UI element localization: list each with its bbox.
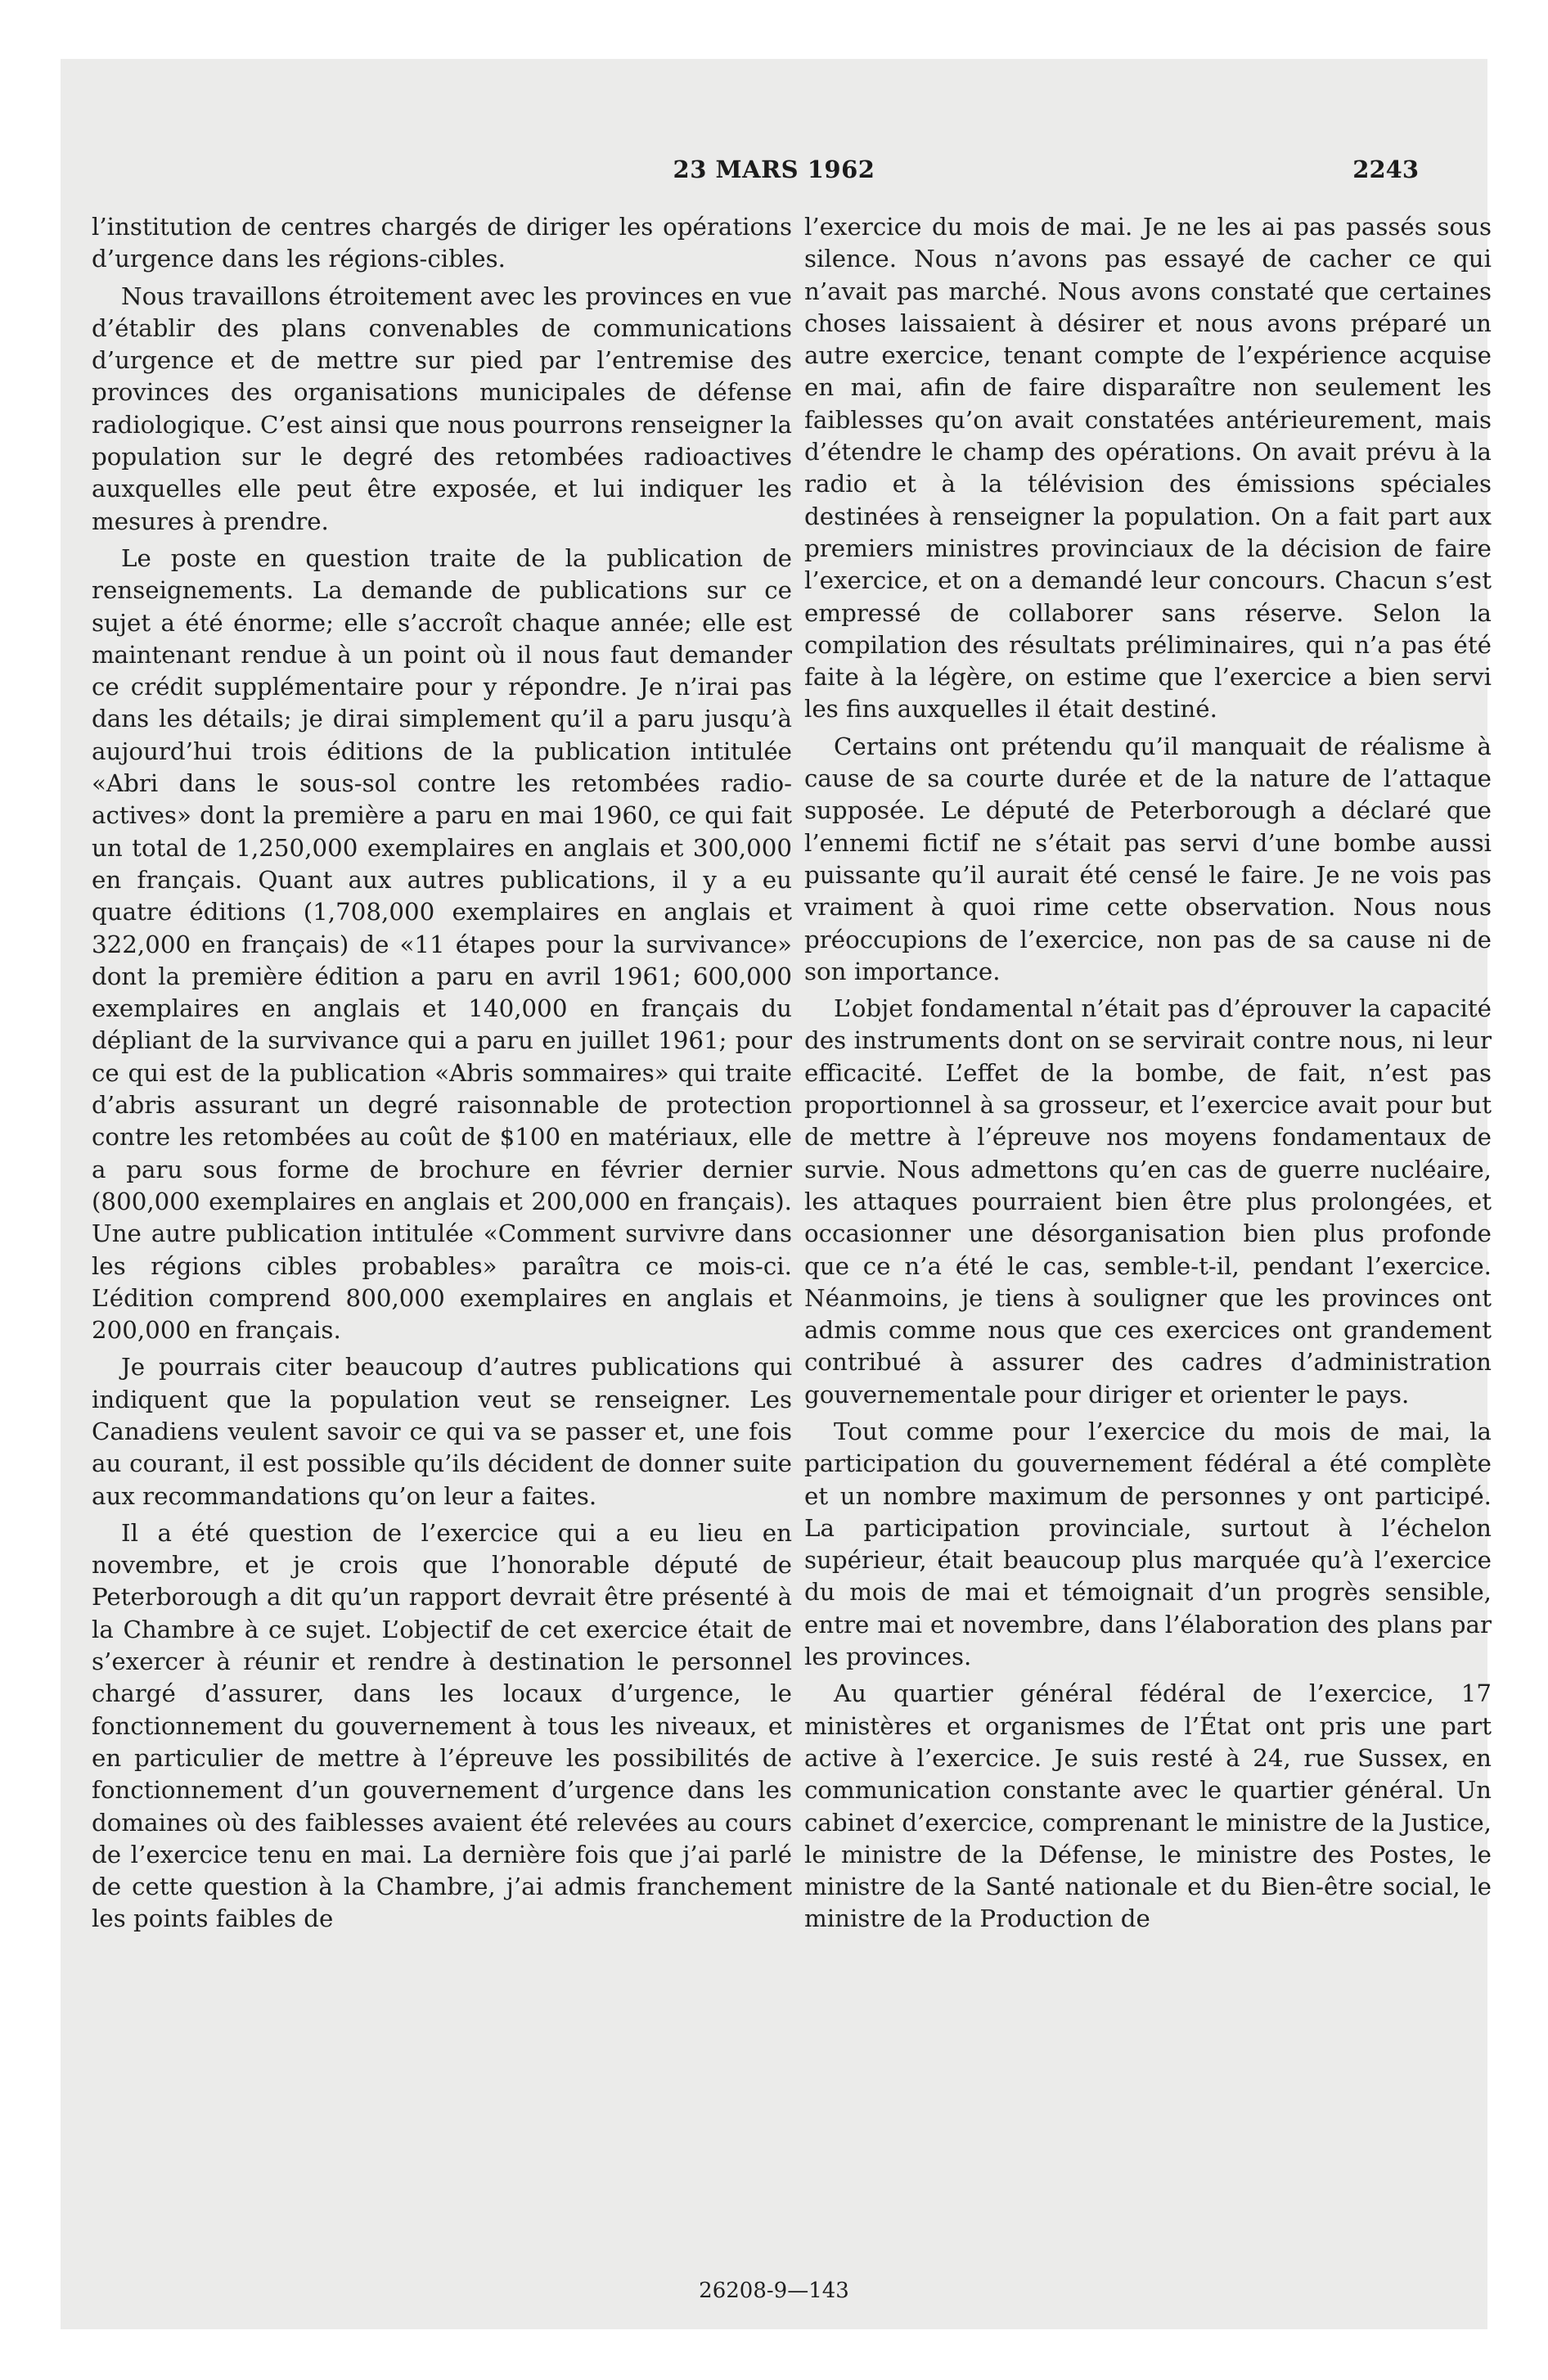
paragraph: Au quartier général fédéral de l’exercice, 17 ministères et organismes de l’État ont pris une part active à l’exercice. Je suis resté à 24, rue Sussex, en communication constante avec le quartier général. Un cabinet d’exercice, comprenant le ministre de la Justice, le ministre de la Défense, le ministre des Postes, le ministre de la Santé nationale et du Bien-être social, le ministre de la Production de bbox=[804, 1679, 1492, 1933]
right-column bbox=[804, 211, 1492, 1941]
paragraph: Le poste en question traite de la publication de renseignements. La demande de publications sur ce sujet a été énorme; elle s’accroît chaque année; elle est maintenant rendue à un point où il nous faut demander ce crédit supplémentaire pour y répondre. Je n’irai pas dans les détails; je dirai simplement qu’il a paru jusqu’à aujourd’hui trois éditions de la publication intitulée «Abri dans le sous-sol contre les retombées radio-actives» dont la première a paru en mai 1960, ce qui fait un total de 1,250,000 exemplaires en anglais et 300,000 en français. Quant aux autres publications, il y a eu quatre éditions (1,708,000 exemplaires en anglais et 322,000 en français) de «11 étapes pour la survivance» dont la première édition a paru en avril 1961; 600,000 exemplaires en anglais et 140,000 en français du dépliant de la survivance qui a paru en juillet 1961; pour ce qui est de la publication «Abris sommaires» qui traite d’abris assurant un degré raisonnable de protection contre les retombées au coût de $100 en matériaux, elle a paru sous forme de brochure en février dernier (800,000 exemplaires en anglais et 200,000 en français). Une autre publication intitulée «Comment survivre dans les régions cibles probables» paraîtra ce mois-ci. L’édition comprend 800,000 exemplaires en anglais et 200,000 en français. bbox=[92, 543, 792, 1345]
footer-reference: 26208-9—143 bbox=[699, 2279, 849, 2303]
paragraph: Tout comme pour l’exercice du mois de mai, la participation du gouvernement fédéral a été complète et un nombre maximum de personnes y ont participé. La participation provinciale, surtout à l’échelon supérieur, était beaucoup plus marquée qu’à l’exercice du mois de mai et témoignait d’un progrès sensible, entre mai et novembre, dans l’élaboration des plans par les provinces. bbox=[804, 1417, 1492, 1671]
paragraph: Nous travaillons étroitement avec les provinces en vue d’établir des plans convenables de communications d’urgence et de mettre sur pied par l’entremise des provinces des organisations municipales de défense radiologique. C’est ainsi que nous pourrons renseigner la population sur le degré des retombées radioactives auxquelles elle peut être exposée, et lui indiquer les mesures à prendre. bbox=[92, 282, 792, 535]
page-header bbox=[61, 156, 1487, 196]
page-number: 2243 bbox=[1352, 156, 1419, 183]
left-column bbox=[92, 211, 792, 1941]
paragraph: Je pourrais citer beaucoup d’autres publications qui indiquent que la population veut se renseigner. Les Canadiens veulent savoir ce qui va se passer et, une fois au courant, il est possible qu’ils décident de donner suite aux recommandations qu’on leur a faites. bbox=[92, 1353, 792, 1510]
paragraph: Certains ont prétendu qu’il manquait de réalisme à cause de sa courte durée et de la nature de l’attaque supposée. Le député de Peterborough a déclaré que l’ennemi fictif ne s’était pas servi d’une bombe aussi puissante qu’il aurait été censé le faire. Je ne vois pas vraiment à quoi rime cette observation. Nous nous préoccupions de l’exercice, non pas de sa cause ni de son importance. bbox=[804, 732, 1492, 985]
header-date: 23 MARS 1962 bbox=[673, 156, 875, 183]
page-footer bbox=[0, 2279, 1548, 2303]
paragraph: L’objet fondamental n’était pas d’éprouver la capacité des instruments dont on se servirait contre nous, ni leur efficacité. L’effet de la bombe, de fait, n’est pas proportionnel à sa grosseur, et l’exercice avait pour but de mettre à l’épreuve nos moyens fondamentaux de survie. Nous admettons qu’en cas de guerre nucléaire, les attaques pourraient bien être plus prolongées, et occasionner une désorganisation bien plus profonde que ce n’a été le cas, semble-t-il, pendant l’exercice. Néanmoins, je tiens à souligner que les provinces ont admis comme nous que ces exercices ont grandement contribué à assurer des cadres d’administration gouvernementale pour diriger et orienter le pays. bbox=[804, 994, 1492, 1409]
page-sheet bbox=[61, 59, 1492, 2329]
paragraph: l’exercice du mois de mai. Je ne les ai pas passés sous silence. Nous n’avons pas essayé de cacher ce qui n’avait pas marché. Nous avons constaté que certaines choses laissaient à désirer et nous avons préparé un autre exercice, tenant compte de l’expérience acquise en mai, afin de faire disparaître non seulement les faiblesses qu’on avait constatées antérieurement, mais d’étendre le champ des opérations. On avait prévu à la radio et à la télévision des émissions spéciales destinées à renseigner la population. On a fait part aux premiers ministres provinciaux de la décision de faire l’exercice, et on a demandé leur concours. Chacun s’est empressé de collaborer sans réserve. Selon la compilation des résultats préliminaires, qui n’a pas été faite à la légère, on estime que l’exercice a bien servi les fins auxquelles il était destiné. bbox=[804, 213, 1492, 723]
paragraph: Il a été question de l’exercice qui a eu lieu en novembre, et je crois que l’honorable député de Peterborough a dit qu’un rapport devrait être présenté à la Chambre à ce sujet. L’objectif de cet exercice était de s’exercer à réunir et rendre à destination le personnel chargé d’assurer, dans les locaux d’urgence, le fonctionnement du gouvernement à tous les niveaux, et en particulier de mettre à l’épreuve les possibilités de fonctionnement d’un gouvernement d’urgence dans les domaines où des faiblesses avaient été relevées au cours de l’exercice tenu en mai. La dernière fois que j’ai parlé de cette question à la Chambre, j’ai admis franchement les points faibles de bbox=[92, 1518, 792, 1933]
paragraph: l’institution de centres chargés de diriger les opérations d’urgence dans les régions-cibles. bbox=[92, 213, 792, 273]
